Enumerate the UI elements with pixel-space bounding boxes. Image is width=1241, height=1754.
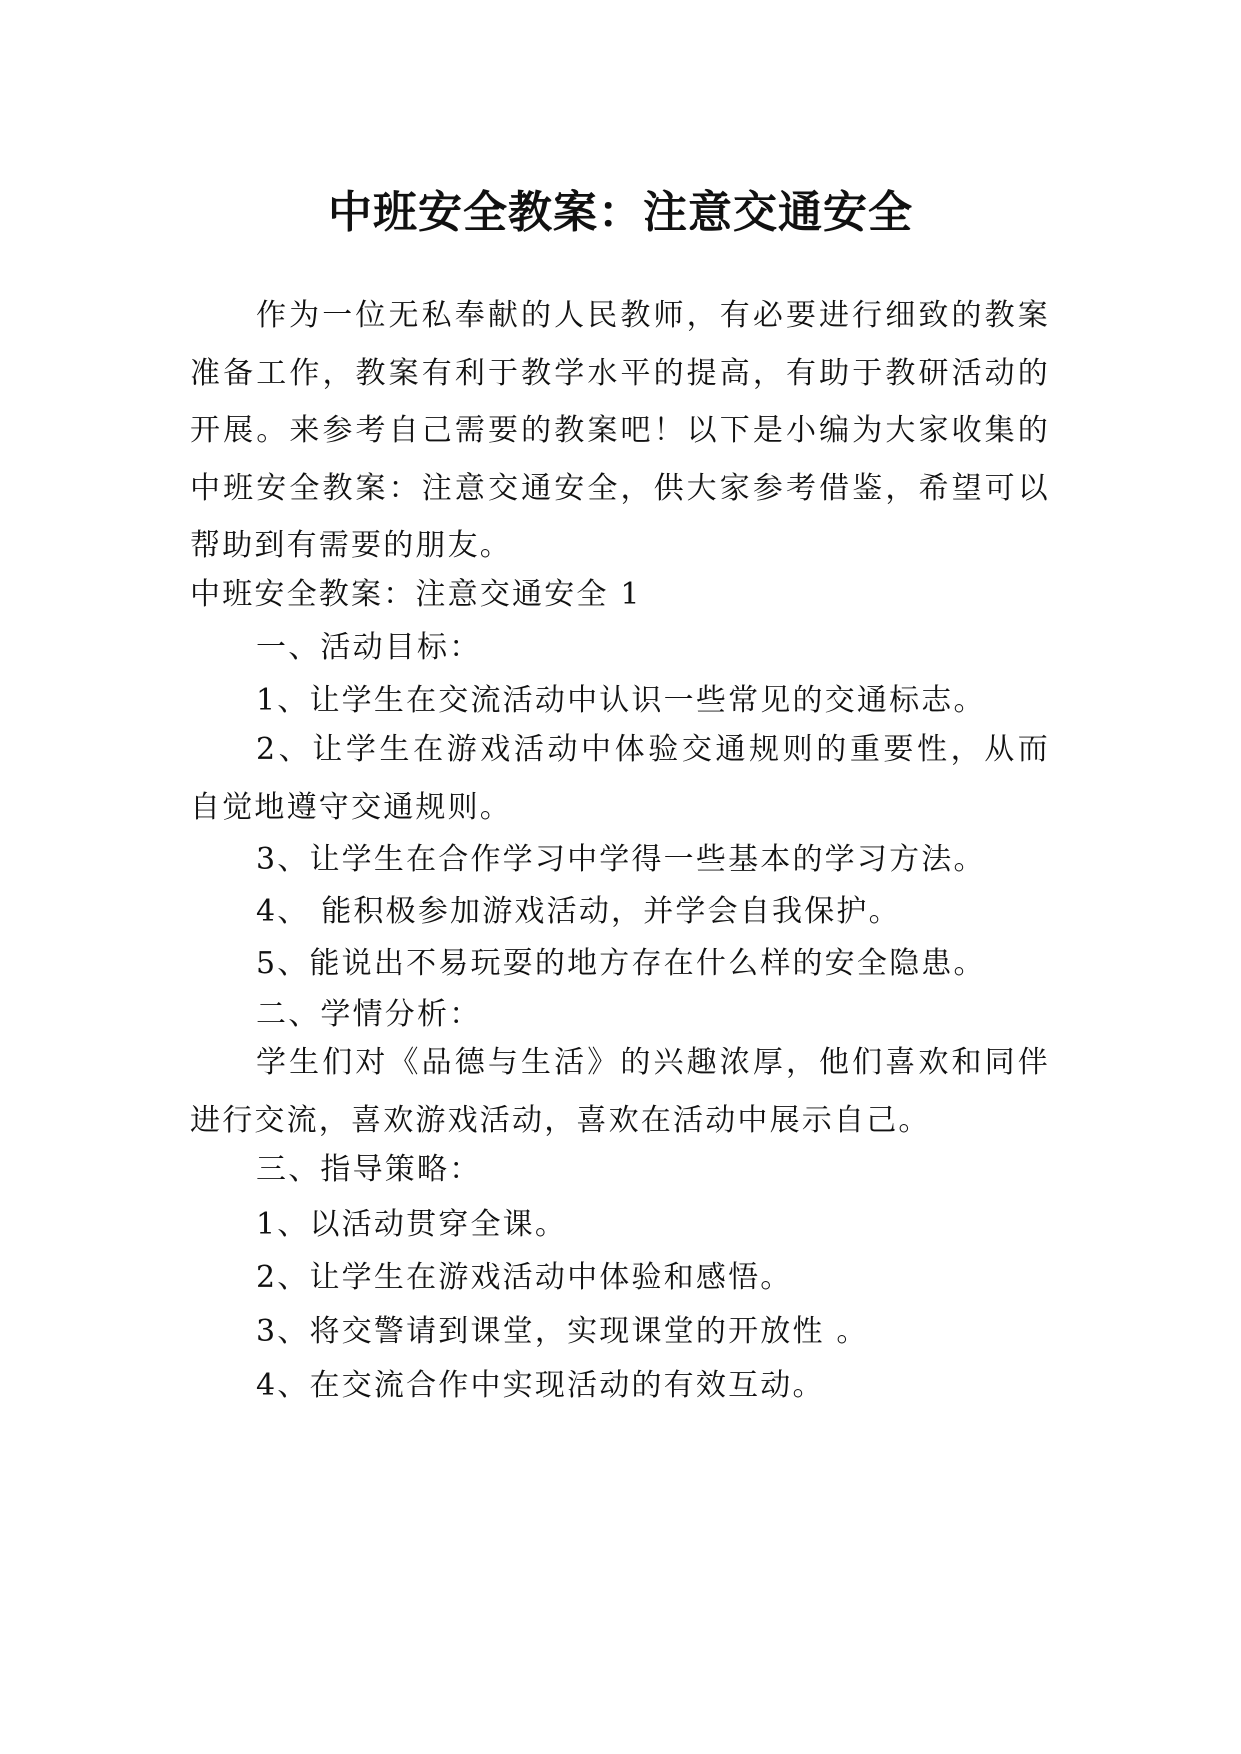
strategy-item-1: 1、以活动贯穿全课。	[256, 1207, 568, 1242]
strategy-heading: 三、指导策略：	[256, 1152, 482, 1187]
intro-paragraph: 作为一位无私奉献的人民教师，有必要进行细致的教案准备工作，教案有利于教学水平的提高，有助于教研活动的开展。来参考自己需要的教案吧！以下是小编为大家收集的中班安全教案：注意交通安全，供大家参考借鉴，希望可以帮助到有需要的朋友。	[190, 298, 1050, 563]
strategy-item-3: 3、将交警请到课堂，实现课堂的开放性 。	[256, 1314, 869, 1349]
goal-item-3: 3、让学生在合作学习中学得一些基本的学习方法。	[256, 842, 986, 877]
goal-item-1: 1、让学生在交流活动中认识一些常见的交通标志。	[256, 683, 986, 718]
goal-item-5: 5、能说出不易玩耍的地方存在什么样的安全隐患。	[256, 946, 986, 981]
strategy-item-2: 2、让学生在游戏活动中体验和感悟。	[256, 1260, 793, 1295]
goal-item-2: 2、让学生在游戏活动中体验交通规则的重要性，从而自觉地遵守交通规则。	[190, 732, 1050, 825]
analysis-paragraph: 学生们对《品德与生活》的兴趣浓厚，他们喜欢和同伴进行交流，喜欢游戏活动，喜欢在活动中展示自己。	[190, 1045, 1050, 1138]
section-heading: 中班安全教案：注意交通安全 1	[190, 577, 642, 612]
strategy-item-4: 4、在交流合作中实现活动的有效互动。	[256, 1368, 825, 1403]
goals-heading: 一、活动目标：	[256, 630, 482, 665]
document-title: 中班安全教案：注意交通安全	[328, 187, 913, 239]
goal-item-4: 4、 能积极参加游戏活动，并学会自我保护。	[256, 894, 901, 929]
analysis-heading: 二、学情分析：	[256, 997, 482, 1032]
